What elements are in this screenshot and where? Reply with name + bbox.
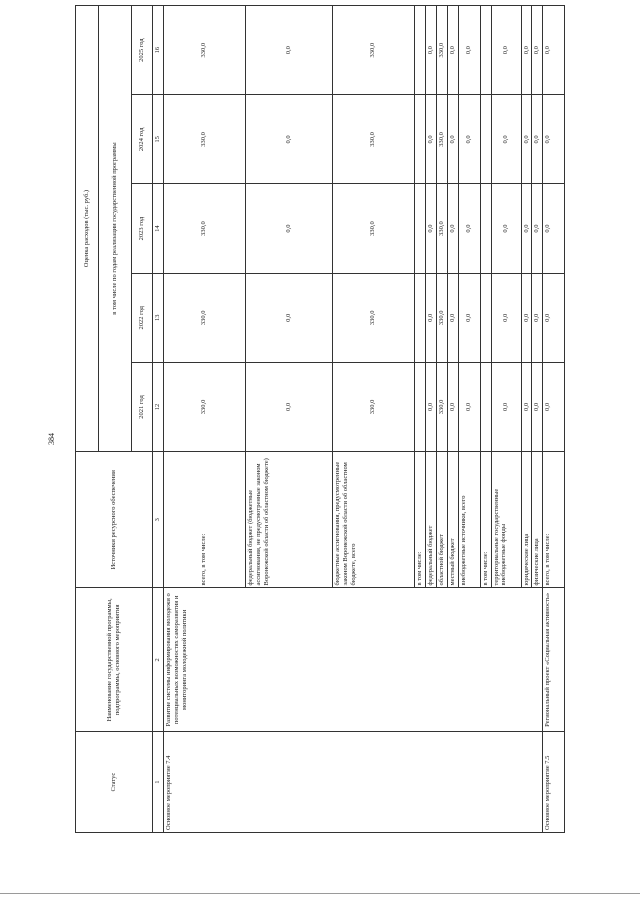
name-cell: Развитие системы информирования молодежи о потенциальных возможностях саморазвития и мониторинга молодежной политики (163, 588, 542, 732)
value-cell: 330,0 (332, 6, 414, 95)
source-cell: всего, в том числе: (543, 452, 565, 588)
name-cell: Региональный проект «Социальная активность» (543, 588, 565, 732)
value-cell: 0,0 (425, 362, 436, 451)
value-cell: 330,0 (332, 273, 414, 362)
column-number: 16 (153, 6, 164, 95)
value-cell: 0,0 (245, 95, 332, 184)
value-cell: 0,0 (521, 6, 532, 95)
value-cell: 0,0 (458, 95, 480, 184)
value-cell: 330,0 (436, 95, 447, 184)
value-cell (480, 184, 491, 273)
value-cell: 0,0 (245, 362, 332, 451)
value-cell: 0,0 (458, 184, 480, 273)
header-year: 2023 год (132, 184, 153, 273)
value-cell: 0,0 (458, 273, 480, 362)
value-cell: 0,0 (491, 95, 521, 184)
source-cell: территориальные государственные внебюджетные фонды (491, 452, 521, 588)
header-row-1 (76, 6, 99, 833)
header-name: Наименование государственной программы, подпрограммы, основного мероприятия (76, 588, 153, 732)
value-cell: 0,0 (521, 95, 532, 184)
value-cell: 330,0 (436, 6, 447, 95)
value-cell: 0,0 (425, 184, 436, 273)
value-cell: 0,0 (458, 362, 480, 451)
value-cell: 0,0 (543, 184, 565, 273)
column-number: 13 (153, 273, 164, 362)
budget-table (75, 5, 565, 833)
value-cell: 0,0 (521, 362, 532, 451)
value-cell: 0,0 (447, 6, 458, 95)
rotated-table-container (75, 5, 575, 833)
header-status: Статус (76, 732, 153, 833)
value-cell: 0,0 (425, 95, 436, 184)
value-cell: 0,0 (458, 6, 480, 95)
value-cell: 0,0 (521, 184, 532, 273)
source-cell: федеральный бюджет (425, 452, 436, 588)
value-cell: 330,0 (332, 362, 414, 451)
value-cell (480, 362, 491, 451)
value-cell: 0,0 (447, 184, 458, 273)
value-cell: 0,0 (491, 362, 521, 451)
value-cell: 330,0 (332, 184, 414, 273)
header-year: 2022 год (132, 273, 153, 362)
value-cell: 0,0 (447, 273, 458, 362)
column-number: 1 (153, 732, 164, 833)
source-cell: внебюджетные источники, всего (458, 452, 480, 588)
value-cell: 0,0 (543, 95, 565, 184)
source-cell: всего, в том числе: (163, 452, 245, 588)
source-cell: физические лица (532, 452, 543, 588)
header-year: 2025 год (132, 6, 153, 95)
value-cell: 330,0 (163, 6, 245, 95)
column-number-row (153, 6, 164, 833)
header-expenses: Оценка расходов (тыс. руб.) (76, 6, 99, 452)
value-cell: 330,0 (436, 362, 447, 451)
value-cell: 0,0 (521, 273, 532, 362)
value-cell: 0,0 (447, 95, 458, 184)
value-cell: 0,0 (447, 362, 458, 451)
value-cell: 330,0 (163, 362, 245, 451)
scan-edge-line (0, 893, 640, 894)
value-cell: 0,0 (532, 273, 543, 362)
value-cell: 0,0 (491, 6, 521, 95)
status-cell: Основное мероприятие 7.5 (543, 732, 565, 833)
value-cell: 0,0 (543, 6, 565, 95)
header-year: 2021 год (132, 362, 153, 451)
value-cell: 330,0 (163, 273, 245, 362)
source-cell: в том числе: (480, 452, 491, 588)
value-cell: 0,0 (425, 6, 436, 95)
value-cell: 0,0 (245, 6, 332, 95)
value-cell (414, 95, 425, 184)
source-cell: юридические лица (521, 452, 532, 588)
value-cell: 0,0 (245, 184, 332, 273)
column-number: 3 (153, 452, 164, 588)
value-cell (414, 6, 425, 95)
status-cell: Основное мероприятие 7.4 (163, 732, 542, 833)
value-cell: 0,0 (491, 273, 521, 362)
source-cell: бюджетные ассигнования, предусмотренные законом Воронежской области об областном бюджете, всего (332, 452, 414, 588)
source-cell: областной бюджет (436, 452, 447, 588)
source-cell: в том числе: (414, 452, 425, 588)
value-cell: 0,0 (491, 184, 521, 273)
column-number: 12 (153, 362, 164, 451)
value-cell: 0,0 (543, 362, 565, 451)
value-cell: 330,0 (163, 184, 245, 273)
value-cell (480, 6, 491, 95)
value-cell (480, 95, 491, 184)
table-row (543, 6, 565, 833)
source-cell: местный бюджет (447, 452, 458, 588)
value-cell: 0,0 (245, 273, 332, 362)
value-cell (414, 184, 425, 273)
header-by-years: в том числе по годам реализации государственной программы (99, 6, 132, 452)
value-cell: 330,0 (163, 95, 245, 184)
value-cell (414, 273, 425, 362)
value-cell: 330,0 (436, 184, 447, 273)
table-row (163, 6, 245, 833)
column-number: 2 (153, 588, 164, 732)
value-cell: 0,0 (425, 273, 436, 362)
column-number: 15 (153, 95, 164, 184)
value-cell: 0,0 (532, 95, 543, 184)
value-cell: 0,0 (543, 273, 565, 362)
value-cell (414, 362, 425, 451)
value-cell: 330,0 (332, 95, 414, 184)
value-cell: 0,0 (532, 184, 543, 273)
page-number: 384 (47, 433, 56, 445)
header-source: Источники ресурсного обеспечения (76, 452, 153, 588)
source-cell: федеральный бюджет (бюджетные ассигнования, не предусмотренные законом Воронежской области об областном бюджете) (245, 452, 332, 588)
value-cell: 330,0 (436, 273, 447, 362)
column-number: 14 (153, 184, 164, 273)
header-year: 2024 год (132, 95, 153, 184)
value-cell: 0,0 (532, 362, 543, 451)
value-cell: 0,0 (532, 6, 543, 95)
value-cell (480, 273, 491, 362)
